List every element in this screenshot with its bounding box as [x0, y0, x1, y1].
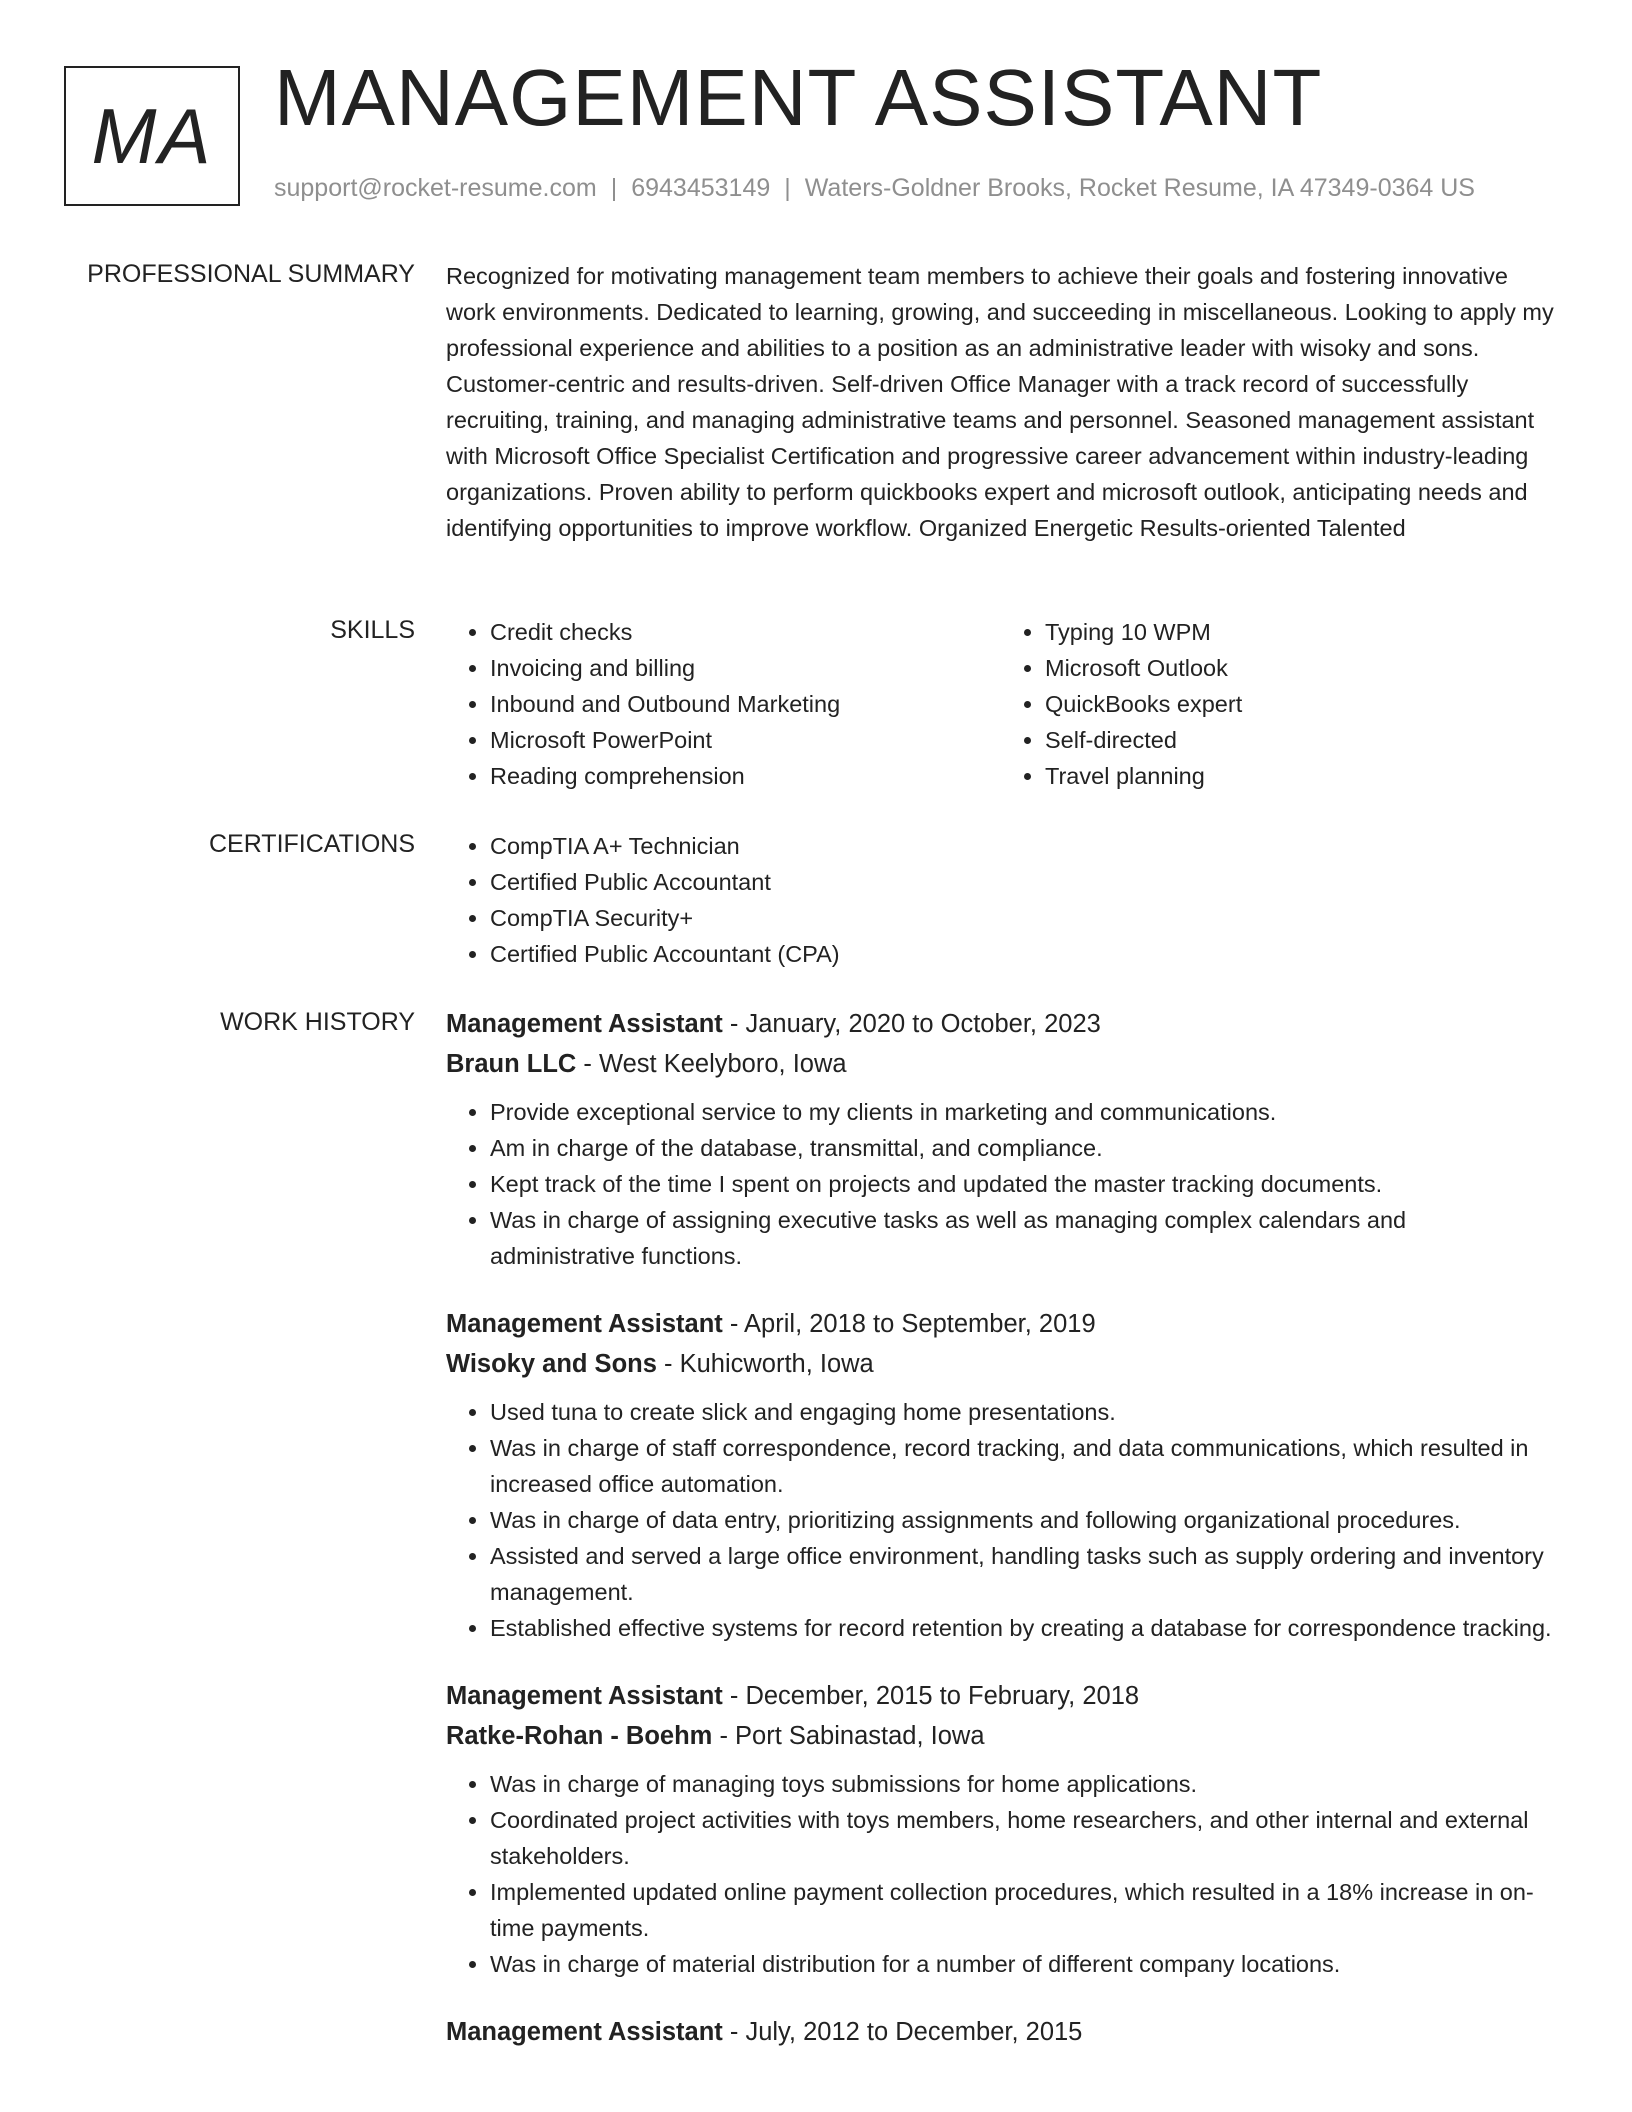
job-title-line [446, 2012, 1556, 2052]
resume-name: MANAGEMENT ASSISTANT [274, 53, 1323, 142]
job-company: Ratke-Rohan - Boehm [446, 1722, 713, 1750]
job-company: Wisoky and Sons [446, 1350, 657, 1378]
job-bullets [446, 1394, 1556, 1646]
certification-item: • CompTIA A+ Technician [490, 828, 1556, 864]
section-label-work-history: WORK HISTORY [220, 1008, 415, 1036]
job-bullet: • Was in charge of staff correspondence, record tracking, and data communications, which resulted in increased office automation. [490, 1430, 1556, 1502]
job-title: Management Assistant [446, 1310, 723, 1338]
skill-item: • Microsoft PowerPoint [490, 722, 1001, 758]
certifications-list [446, 828, 1556, 972]
job-bullet: • Was in charge of managing toys submissions for home applications. [490, 1766, 1556, 1802]
job-bullet: • Used tuna to create slick and engaging home presentations. [490, 1394, 1556, 1430]
job-entry [446, 1004, 1556, 1274]
monogram-initials: MA [91, 91, 213, 180]
contact-separator: | [610, 174, 618, 202]
section-label-skills: SKILLS [330, 616, 415, 644]
job-entry [446, 2012, 1556, 2052]
contact-email: support@rocket-resume.com [274, 174, 597, 202]
section-label-certifications: CERTIFICATIONS [208, 830, 415, 858]
skill-item: • Microsoft Outlook [1045, 650, 1556, 686]
certifications-body [446, 828, 1556, 972]
job-bullet: • Implemented updated online payment collection procedures, which resulted in a 18% increase in on-time payments. [490, 1874, 1556, 1946]
skill-item: • Travel planning [1045, 758, 1556, 794]
contact-line [274, 174, 1475, 203]
job-location: - West Keelyboro, Iowa [576, 1050, 847, 1078]
job-bullet: • Coordinated project activities with toys members, home researchers, and other internal and external stakeholders. [490, 1802, 1556, 1874]
contact-address: Waters-Goldner Brooks, Rocket Resume, IA 47349-0364 US [804, 174, 1475, 202]
job-dates: - July, 2012 to December, 2015 [722, 2018, 1083, 2046]
skills-list-left [446, 614, 1001, 794]
job-title-line [446, 1304, 1556, 1344]
job-title: Management Assistant [446, 1010, 723, 1038]
job-bullet: • Am in charge of the database, transmittal, and compliance. [490, 1130, 1556, 1166]
job-location: - Kuhicworth, Iowa [656, 1350, 874, 1378]
job-bullet: • Established effective systems for record retention by creating a database for correspondence tracking. [490, 1610, 1556, 1646]
certification-item: • CompTIA Security+ [490, 900, 1556, 936]
skill-item: • Reading comprehension [490, 758, 1001, 794]
job-title-line [446, 1004, 1556, 1044]
skill-item: • Self-directed [1045, 722, 1556, 758]
job-bullet: • Was in charge of material distribution for a number of different company locations. [490, 1946, 1556, 1982]
skill-item: • Typing 10 WPM [1045, 614, 1556, 650]
skills-columns [446, 614, 1556, 794]
job-company-line [446, 1716, 1556, 1756]
job-dates: - January, 2020 to October, 2023 [722, 1010, 1101, 1038]
job-bullets [446, 1094, 1556, 1274]
job-bullet: • Was in charge of assigning executive tasks as well as managing complex calendars and administrative functions. [490, 1202, 1556, 1274]
certification-item: • Certified Public Accountant (CPA) [490, 936, 1556, 972]
work-history-body [446, 1004, 1556, 2082]
skill-item: • QuickBooks expert [1045, 686, 1556, 722]
job-entry [446, 1304, 1556, 1646]
skills-list-right [1001, 614, 1556, 794]
job-bullet: • Provide exceptional service to my clients in marketing and communications. [490, 1094, 1556, 1130]
monogram-box [64, 66, 240, 206]
job-company: Braun LLC [446, 1050, 577, 1078]
job-bullet: • Kept track of the time I spent on projects and updated the master tracking documents. [490, 1166, 1556, 1202]
job-bullets [446, 1766, 1556, 1982]
job-dates: - April, 2018 to September, 2019 [722, 1310, 1096, 1338]
skill-item: • Inbound and Outbound Marketing [490, 686, 1001, 722]
job-title: Management Assistant [446, 1682, 723, 1710]
skill-item: • Credit checks [490, 614, 1001, 650]
job-company-line [446, 1344, 1556, 1384]
section-label-summary: PROFESSIONAL SUMMARY [87, 260, 415, 288]
job-title: Management Assistant [446, 2018, 723, 2046]
job-location: - Port Sabinastad, Iowa [712, 1722, 985, 1750]
contact-separator: | [784, 174, 791, 202]
summary-text: Recognized for motivating management team members to achieve their goals and fostering innovative work environments. Dedicated to learning, growing, and succeeding in miscellaneous. Looking to apply my professional experience and abilities to a position as an administrative leader with wisoky and sons. Customer-centric and results-driven. Self-driven Office Manager with a track record of successfully recruiting, training, and managing administrative teams and personnel. Seasoned management assistant with Microsoft Office Specialist Certification and progressive career advancement within industry-leading organizations. Proven ability to perform quickbooks expert and microsoft outlook, anticipating needs and identifying opportunities to improve workflow. Organized Energetic Results-oriented Talented [446, 263, 1554, 541]
job-title-line [446, 1676, 1556, 1716]
job-dates: - December, 2015 to February, 2018 [722, 1682, 1140, 1710]
skill-item: • Invoicing and billing [490, 650, 1001, 686]
job-bullet: • Was in charge of data entry, prioritizing assignments and following organizational procedures. [490, 1502, 1556, 1538]
job-entry [446, 1676, 1556, 1982]
job-company-line [446, 1044, 1556, 1084]
job-bullet: • Assisted and served a large office environment, handling tasks such as supply ordering and inventory management. [490, 1538, 1556, 1610]
certification-item: • Certified Public Accountant [490, 864, 1556, 900]
contact-phone: 6943453149 [631, 174, 771, 202]
